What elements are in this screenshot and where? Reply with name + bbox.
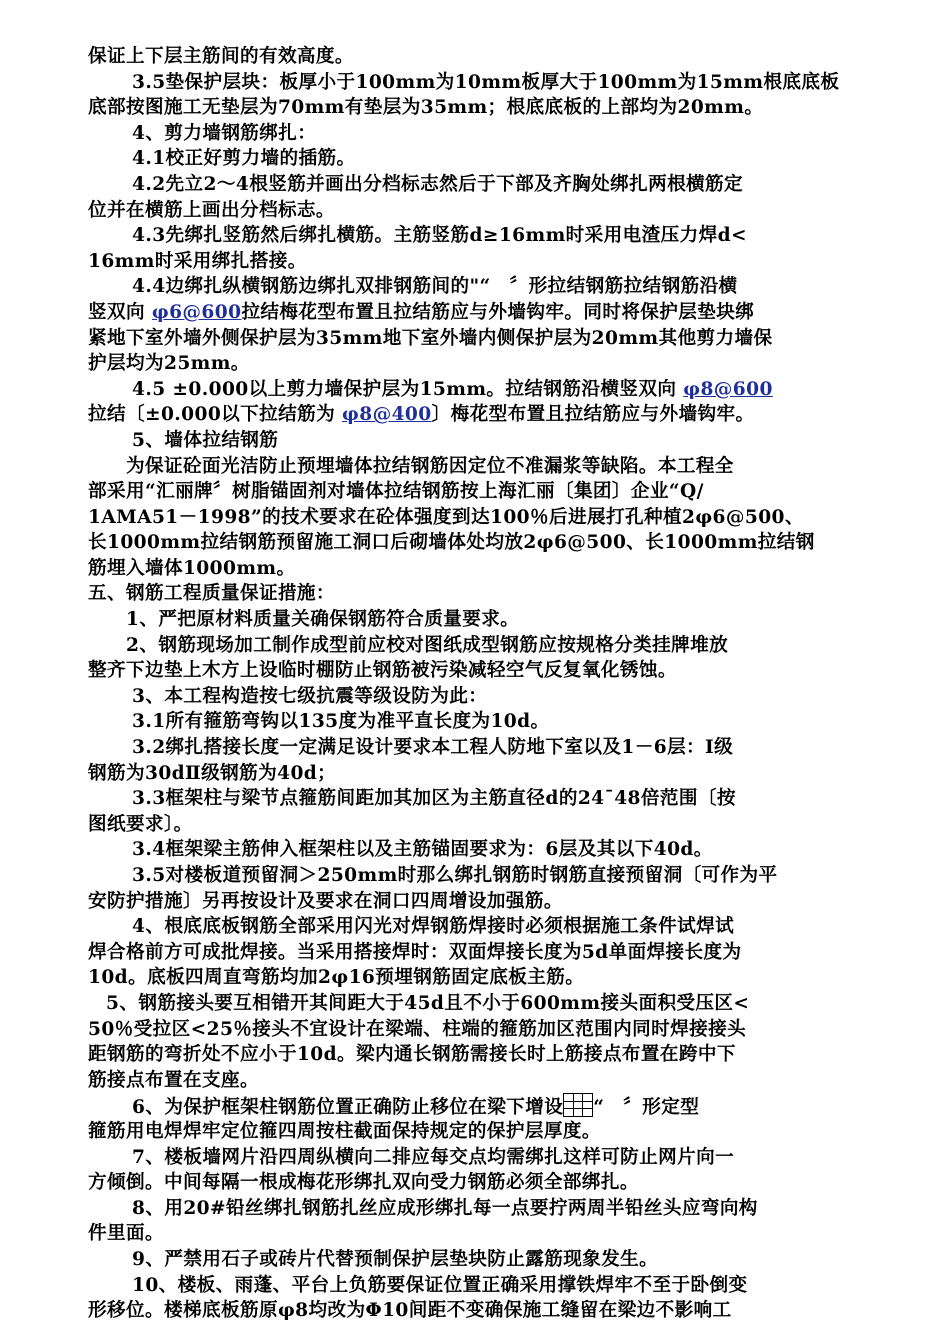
text-span: 竖双向 [88,301,145,323]
text-line: 16mm时采用绑扎搭接。 [88,250,307,272]
chapter-heading: 五、钢筋工程质量保证措施： [88,583,335,605]
text-line: 为保证砼面光洁防止预埋墙体拉结钢筋因定位不准漏浆等缺陷。本工程全 [126,455,734,477]
text-line: 3.4框架梁主筋伸入框架柱以及主筋锚固要求为：6层及其以下40d。 [132,839,713,861]
text-line: 形移位。楼梯底板筋原φ8均改为Φ10间距不变确保施工缝留在梁边不影响工 [88,1300,732,1322]
text-line: 1AMA51－1998”的技术要求在砼体强度到达100％后进展打孔种植2φ6@500、 [88,506,804,528]
text-line: 长1000mm拉结钢筋预留施工洞口后砌墙体处均放2φ6@500、长1000mm拉结钢 [88,532,815,554]
text-span: 拉结〔±0.000以下拉结筋为 [88,404,336,426]
text-line [88,300,868,326]
section-heading: 5、墙体拉结钢筋 [132,429,279,451]
text-line: 筋埋入墙体1000mm。 [88,557,296,579]
text-line: 7、楼板墙网片沿四周纵横向二排应每交点均需绑扎这样可防止网片向一 [132,1146,735,1168]
text-line: 保证上下层主筋间的有效高度。 [88,46,354,67]
text-line: 2、钢筋现场加工制作成型前应校对图纸成型钢筋应按规格分类挂牌堆放 [126,634,729,656]
text-line: 3.5对楼板道预留洞＞250mm时那么绑扎钢筋时钢筋直接预留洞〔可作为平 [132,865,778,886]
text-line: 50％受拉区<25％接头不宜设计在梁端、柱端的箍筋加区范围内同时焊接接头 [88,1018,747,1040]
text-line: 箍筋用电焊焊牢定位箍四周按柱截面保持规定的保护层厚度。 [88,1120,601,1142]
text-line: 4.1校正好剪力墙的插筋。 [132,148,356,170]
text-line: 方倾倒。中间每隔一根成梅花形绑扎双向受力钢筋必须全部绑扎。 [88,1172,639,1194]
text-span: 〕梅花型布置且拉结筋应与外墙钩牢。 [431,404,755,426]
section-heading: 4、剪力墙钢筋绑扎： [132,122,317,144]
text-line: 10、楼板、雨蓬、平台上负筋要保证位置正确采用撑铁焊牢不至于卧倒变 [132,1274,748,1296]
text-line: 部采用“汇丽牌〞树脂锚固剂对墙体拉结钢筋按上海汇丽〔集团〕企业“Q/ [88,481,704,503]
rebar-spec-link[interactable]: φ8@600 [683,378,773,400]
text-line: 焊合格前方可成批焊接。当采用搭接焊时：双面焊接长度为5d单面焊接长度为 [88,941,742,963]
document-body [88,44,868,1324]
text-line: 距钢筋的弯折处不应小于10d。梁内通长钢筋需接长时上筋接点布置在跨中下 [88,1044,736,1066]
text-span: “ 〞形定型 [593,1097,700,1119]
text-line [88,377,868,403]
text-line: 10d。底板四周直弯筋均加2φ16预埋钢筋固定底板主筋。 [88,967,585,989]
text-line: 钢筋为30dⅡ级钢筋为40d； [88,762,337,784]
text-line: 3.5垫保护层块：板厚小于100mm为10mm板厚大于100mm为15mm根底底板 [132,71,840,93]
text-line: 4.2先立2～4根竖筋并画出分档标志然后于下部及齐胸处绑扎两根横筋定 [132,173,744,195]
text-line: 底部按图施工无垫层为70mm有垫层为35mm；根底底板的上部均为20mm。 [88,97,764,119]
text-line: 9、严禁用石子或砖片代替预制保护层垫块防止露筋现象发生。 [132,1248,659,1270]
text-span: 4.5 ±0.000以上剪力墙保护层为15mm。拉结钢筋沿横竖双向 [132,378,677,400]
text-line: 3.1所有箍筋弯钩以135度为准平直长度为10d。 [132,711,550,733]
text-line: 5、钢筋接头要互相错开其间距大于45d且不小于600mm接头面积受压区< [106,992,750,1014]
text-line: 护层均为25mm。 [88,353,250,375]
text-line: 4、根底底板钢筋全部采用闪光对焊钢筋焊接时必须根据施工条件试焊试 [132,916,735,938]
text-line: 3、本工程构造按七级抗震等级设防为此： [132,685,488,707]
text-line: 整齐下边垫上木方上设临时棚防止钢筋被污染减轻空气反复氧化锈蚀。 [88,660,677,682]
text-line: 图纸要求〕。 [88,813,193,835]
text-line: 8、用20#铅丝绑扎钢筋扎丝应成形绑扎每一点要拧两周半铅丝头应弯向构 [132,1197,758,1219]
text-line: 位并在横筋上画出分档标志。 [88,199,335,221]
text-line: 安防护措施〕另再按设计及要求在洞口四周增设加强筋。 [88,890,563,912]
text-line: 3.3框架柱与梁节点箍筋间距加其加区为主筋直径d的24¯48倍范围〔按 [132,788,736,810]
text-line: 1、严把原材料质量关确保钢筋符合质量要求。 [126,609,520,631]
rebar-spec-link[interactable]: φ6@600 [151,301,242,323]
text-line: 紧地下室外墙外侧保护层为35mm地下室外墙内侧保护层为20mm其他剪力墙保 [88,327,773,349]
rebar-spec-link[interactable]: φ8@400 [342,404,432,426]
text-span: 6、为保护框架柱钢筋位置正确防止移位在梁下增设 [132,1097,564,1119]
text-line: 4.4边绑扎纵横钢筋边绑扎双排钢筋间的"“ 〞形拉结钢筋拉结钢筋沿横 [132,276,738,298]
text-span: 拉结梅花型布置且拉结筋应与外墙钩牢。同时将保护层垫块绑 [241,301,755,323]
text-line: 4.3先绑扎竖筋然后绑扎横筋。主筋竖筋d≥16mm时采用电渣压力焊d< [132,225,747,247]
text-line: 件里面。 [88,1223,164,1245]
text-line [88,402,868,428]
text-line: 筋接点布置在支座。 [88,1069,259,1091]
grid-table-icon [563,1093,593,1117]
text-line: 3.2绑扎搭接长度一定满足设计要求本工程人防地下室以及1－6层：Ⅰ级 [132,737,734,759]
text-line [88,1093,868,1119]
